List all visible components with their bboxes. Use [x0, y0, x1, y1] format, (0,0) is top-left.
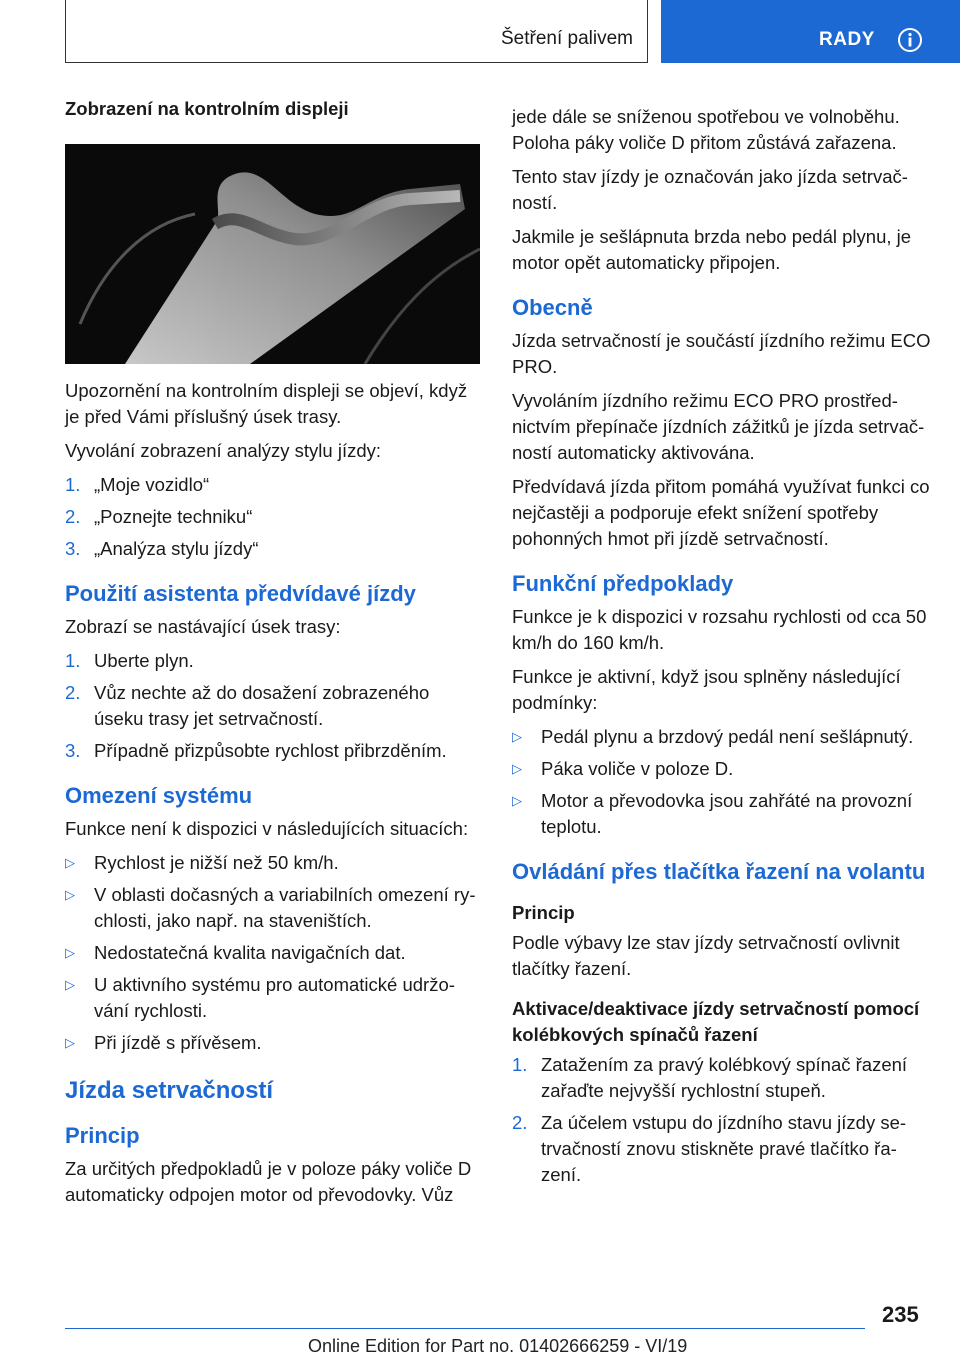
- step-text: Uberte plyn.: [94, 650, 194, 671]
- subheading-principle: Princip: [512, 902, 575, 923]
- subheading-activation: Aktivace/deaktivace jízdy setrvačností pomocí kolébkových spínačů řazení: [512, 998, 920, 1045]
- step-text: Za účelem vstupu do jízdního stavu jízdy se-trvačností znovu stiskněte pravé tlačítko řa-zení.: [541, 1112, 907, 1185]
- step-number: 1.: [512, 1054, 528, 1075]
- use-intro: Zobrazí se nastávající úsek trasy:: [65, 616, 341, 637]
- general-text-3: Předvídavá jízda přitom pomáhá využívat funkci co nejčastěji a podporuje efekt snížení spotřeby pohonných hmot při jízdě setrvačností.: [512, 476, 930, 549]
- reconnect-text: Jakmile je sešlápnuta brzda nebo pedál plynu, je motor opět automaticky připojen.: [512, 226, 912, 273]
- display-road-image: [65, 144, 480, 364]
- footer-edition: Online Edition for Part no. 01402666259 - VI/19: [308, 1336, 688, 1356]
- bullet-text: Motor a převodovka jsou zahřáté na provozní teplotu.: [541, 790, 913, 837]
- section-heading-requirements: Funkční předpoklady: [512, 571, 734, 596]
- requirements-list: [512, 724, 932, 840]
- list-item: [65, 940, 480, 966]
- bullet-text: Páka voliče v poloze D.: [541, 758, 734, 779]
- step-number: 2.: [65, 506, 81, 527]
- section-heading-use: Použití asistenta předvídavé jízdy: [65, 581, 416, 606]
- bullet-text: Pedál plynu a brzdový pedál není sešlápnutý.: [541, 726, 914, 747]
- step-number: 2.: [512, 1112, 528, 1133]
- footer-divider: [65, 1328, 865, 1329]
- activation-steps: [512, 1052, 932, 1188]
- section-heading-shift-paddles: Ovládání přes tlačítka řazení na volantu: [512, 859, 926, 884]
- list-item: [65, 504, 480, 530]
- use-steps: [65, 648, 480, 764]
- limits-intro: Funkce není k dispozici v následujících situacích:: [65, 818, 469, 839]
- requirements-range: Funkce je k dispozici v rozsahu rychlosti od cca 50 km/h do 160 km/h.: [512, 606, 927, 653]
- general-text-2: Vyvoláním jízdního režimu ECO PRO prostřed-nictvím přepínače jízdních zážitků je jízda setrvač-ností automaticky aktivována.: [512, 390, 925, 463]
- list-item: [65, 738, 480, 764]
- step-text: Případně přizpůsobte rychlost přibrzděním.: [94, 740, 447, 761]
- triangle-bullet-icon: ▷: [512, 729, 522, 744]
- display-text: Upozornění na kontrolním displeji se objeví, když je před Vámi příslušný úsek trasy.: [65, 380, 468, 427]
- section-heading-coasting: Jízda setrvačností: [65, 1077, 274, 1104]
- bullet-text: Rychlost je nižší než 50 km/h.: [94, 852, 339, 873]
- list-item: [512, 756, 932, 782]
- list-item: [512, 724, 932, 750]
- bullet-text: Nedostatečná kvalita navigačních dat.: [94, 942, 406, 963]
- triangle-bullet-icon: ▷: [65, 945, 75, 960]
- analysis-intro: Vyvolání zobrazení analýzy stylu jízdy:: [65, 440, 382, 461]
- list-item: [512, 788, 932, 840]
- triangle-bullet-icon: ▷: [65, 855, 75, 870]
- limits-list: [65, 850, 480, 1056]
- step-text: „Moje vozidlo“: [94, 474, 210, 495]
- road-graphic: [65, 144, 480, 364]
- list-item: [65, 536, 480, 562]
- section-heading-principle: Princip: [65, 1123, 140, 1148]
- shift-principle-text: Podle výbavy lze stav jízdy setrvačností ovlivnit tlačítky řazení.: [512, 932, 900, 979]
- info-icon[interactable]: [897, 27, 923, 53]
- bullet-text: V oblasti dočasných a variabilních omezení ry-chlosti, jako např. na staveništích.: [94, 884, 476, 931]
- triangle-bullet-icon: ▷: [512, 793, 522, 808]
- triangle-bullet-icon: ▷: [512, 761, 522, 776]
- left-column: [65, 96, 480, 1216]
- page-number: 235: [882, 1302, 919, 1327]
- section-heading-general: Obecně: [512, 295, 593, 320]
- list-item: [65, 648, 480, 674]
- bullet-text: Při jízdě s přívěsem.: [94, 1032, 262, 1053]
- step-number: 3.: [65, 538, 81, 559]
- analysis-steps: [65, 472, 480, 562]
- step-number: 1.: [65, 650, 81, 671]
- section-heading-limits: Omezení systému: [65, 783, 253, 808]
- step-number: 1.: [65, 474, 81, 495]
- step-number: 2.: [65, 682, 81, 703]
- coasting-state-text: Tento stav jízdy je označován jako jízda setrvač-ností.: [512, 166, 908, 213]
- list-item: [512, 1110, 932, 1188]
- header-box: [65, 0, 648, 63]
- header-title: Šetření palivem: [500, 28, 633, 49]
- list-item: [65, 972, 480, 1024]
- step-text: „Analýza stylu jízdy“: [94, 538, 259, 559]
- requirements-intro: Funkce je aktivní, když jsou splněny následující podmínky:: [512, 666, 901, 713]
- list-item: [65, 1030, 480, 1056]
- list-item: [65, 472, 480, 498]
- list-item: [65, 850, 480, 876]
- step-text: „Poznejte techniku“: [94, 506, 253, 527]
- step-text: Vůz nechte až do dosažení zobrazeného úseku trasy jet setrvačností.: [94, 682, 430, 729]
- triangle-bullet-icon: ▷: [65, 887, 75, 902]
- bullet-text: U aktivního systému pro automatické udržo-vání rychlosti.: [94, 974, 455, 1021]
- step-number: 3.: [65, 740, 81, 761]
- principle-text: Za určitých předpokladů je v poloze páky voliče D automaticky odpojen motor od převodovky. Vůz: [65, 1158, 472, 1205]
- tab-rady[interactable]: [661, 0, 960, 63]
- tab-rady-label: RADY: [819, 29, 875, 50]
- list-item: [65, 680, 480, 732]
- step-text: Zatažením za pravý kolébkový spínač řazení zařaďte nejvyšší rychlostní stupeň.: [541, 1054, 908, 1101]
- list-item: [65, 882, 480, 934]
- list-item: [512, 1052, 932, 1104]
- triangle-bullet-icon: ▷: [65, 1035, 75, 1050]
- triangle-bullet-icon: ▷: [65, 977, 75, 992]
- right-column: [512, 104, 932, 1194]
- coasting-text-continued: jede dále se sníženou spotřebou ve volnoběhu. Poloha páky voliče D přitom zůstává zařazena.: [512, 106, 900, 153]
- general-text-1: Jízda setrvačností je součástí jízdního režimu ECO PRO.: [512, 330, 931, 377]
- display-heading: Zobrazení na kontrolním displeji: [65, 98, 349, 119]
